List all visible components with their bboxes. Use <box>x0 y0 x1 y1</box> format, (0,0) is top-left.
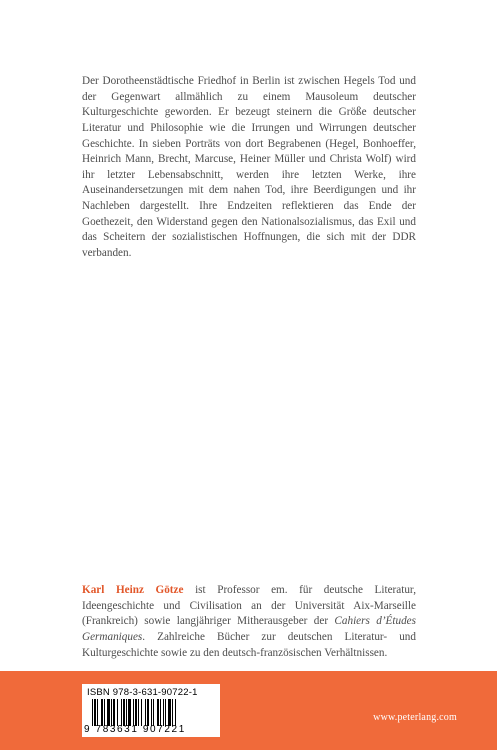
barcode-bars-icon <box>92 699 214 726</box>
publisher-website[interactable]: www.peterlang.com <box>373 712 457 723</box>
book-blurb: Der Dorotheenstädtische Friedhof in Berlin ist zwischen Hegels Tod und der Gegenwart allmählich zu einem Mausoleum deutscher Kulturgeschichte geworden. Er bezeugt steinern die Größe deutscher Literatur und Philosophie wie die Irrungen und Wirrungen deutscher Geschichte. In sieben Porträts von dort Begrabenen (Hegel, Bonhoeffer, Heinrich Mann, Brecht, Marcuse, Heiner Müller und Christa Wolf) wird ihr letzter Lebensabschnitt, werden ihre letzten Werke, ihre Auseinandersetzungen mit dem nahen Tod, ihre Beerdigungen und ihr Nachleben dargestellt. Ihre Endzeiten reflektieren das Ende der Goethezeit, den Widerstand gegen den Nationalsozialismus, das Exil und das Scheitern der sozialistischen Hoffnungen, die sich mit der DDR verbanden. <box>82 75 416 259</box>
barcode-digits: 9 783631 907221 <box>84 724 186 735</box>
isbn-label: ISBN 978-3-631-90722-1 <box>87 687 198 698</box>
journal-title: Cahiers d’Études Germaniques <box>82 615 416 643</box>
barcode <box>82 684 220 737</box>
footer-band <box>0 671 497 750</box>
author-bio <box>82 583 416 661</box>
bio-text-2: . Zahlreiche Bücher zur deutschen Literatur- und Kulturgeschichte sowie zu den deutsch-französischen Verhältnissen. <box>82 630 416 659</box>
author-name: Karl Heinz Götze <box>82 584 184 597</box>
bio-text-1: ist Professor em. für deutsche Literatur, Ideengeschichte und Civilisation an der Universität Aix-Marseille (Frankreich) sowie langjähriger Mitherausgeber der <box>82 584 416 628</box>
